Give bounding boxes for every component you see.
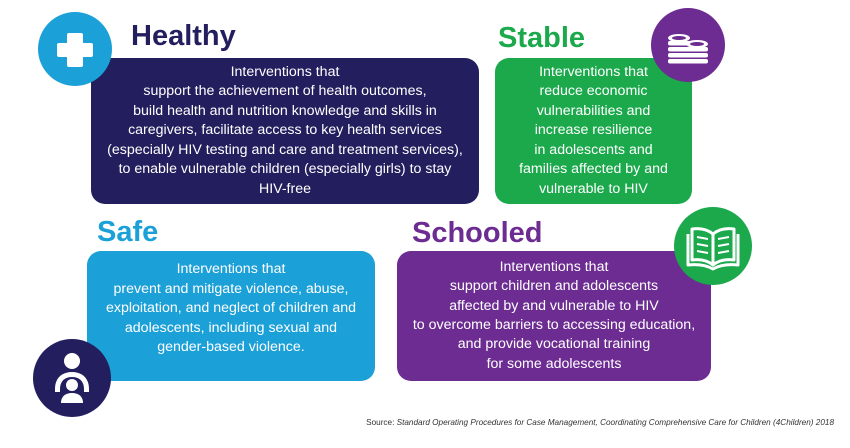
healthy-description: Interventions that support the achievement of health outcomes, build health and nutrition knowledge and skills in caregivers, facilitate access to key health services (especially HIV testing and care and treatment services), to enable vulnerable children (especially girls) to stay HIV-free [107, 64, 463, 197]
stable-description: Interventions that reduce economic vulnerabilities and increase resilience in adolescents and families affected by and vulnerable to HIV [519, 64, 668, 197]
parent-child-icon [33, 339, 111, 417]
source-citation: Source: Standard Operating Procedures for Case Management, Coordinating Comprehensive Care for Children (4Children) 2018 [366, 418, 834, 427]
schooled-description: Interventions that support children and adolescents affected by and vulnerable to HIV to overcome barriers to accessing education, and provide vocational training for some adolescents [412, 258, 696, 372]
healthy-title: Healthy [131, 20, 236, 52]
coin-stack-icon [651, 8, 725, 82]
schooled-title: Schooled [412, 217, 543, 249]
healthy-box [91, 58, 479, 204]
safe-description: Interventions that prevent and mitigate violence, abuse, exploitation, and neglect of children and adolescents, including sexual and gender-based violence. [105, 261, 357, 356]
safe-box [87, 251, 375, 381]
stable-title: Stable [498, 22, 586, 54]
medical-cross-icon [38, 12, 112, 86]
open-book-icon [674, 207, 752, 285]
schooled-box [397, 251, 711, 381]
safe-title: Safe [97, 216, 159, 248]
